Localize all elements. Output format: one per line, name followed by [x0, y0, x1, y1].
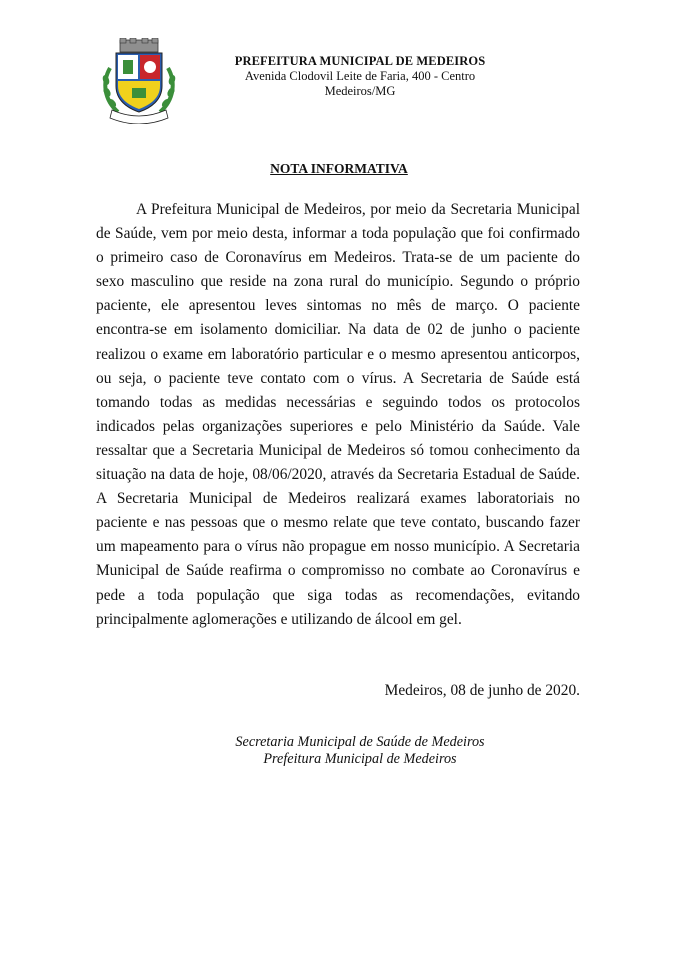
organization-city: Medeiros/MG: [324, 84, 396, 98]
letterhead: [225, 54, 495, 99]
municipal-crest-logo: [96, 38, 182, 124]
signature-line-2: Prefeitura Municipal de Medeiros: [263, 751, 457, 767]
organization-name: PREFEITURA MUNICIPAL DE MEDEIROS: [234, 54, 486, 68]
organization-address: Avenida Clodovil Leite de Faria, 400 - Centro: [244, 69, 476, 83]
document-title: NOTA INFORMATIVA: [270, 161, 408, 176]
dateline: Medeiros, 08 de junho de 2020.: [384, 682, 580, 699]
body-paragraph: A Prefeitura Municipal de Medeiros, por meio da Secretaria Municipal de Saúde, vem por meio desta, informar a toda população que foi confirmado o primeiro caso de Coronavírus em Medeiros. Trata-se de um paciente do sexo masculino que reside na zona rural do município. Segundo o próprio paciente, ele apresentou leves sintomas no mês de março. O paciente encontra-se em isolamento domiciliar. Na data de 02 de junho o paciente realizou o exame em laboratório particular e o mesmo apresentou anticorpos, ou seja, o paciente teve contato com o vírus. A Secretaria de Saúde está tomando todas as medidas necessárias e seguindo todos os protocolos indicados pelas organizações superiores e pelo Ministério da Saúde. Vale ressaltar que a Secretaria Municipal de Medeiros só tomou conhecimento da situação na data de hoje, 08/06/2020, através da Secretaria Estadual de Saúde. A Secretaria Municipal de Medeiros realizará exames laboratoriais no paciente e nas pessoas que o mesmo relate que teve contato, buscando fazer um mapeamento para o vírus não propague em nosso município. A Secretaria Municipal de Saúde reafirma o compromisso no combate ao Coronavírus e pede a toda população que siga todas as recomendações, evitando principalmente aglomerações e utilizando de álcool em gel.: [96, 201, 580, 628]
signature-block: [190, 734, 530, 768]
signature-line-1: Secretaria Municipal de Saúde de Medeiros: [235, 734, 485, 750]
